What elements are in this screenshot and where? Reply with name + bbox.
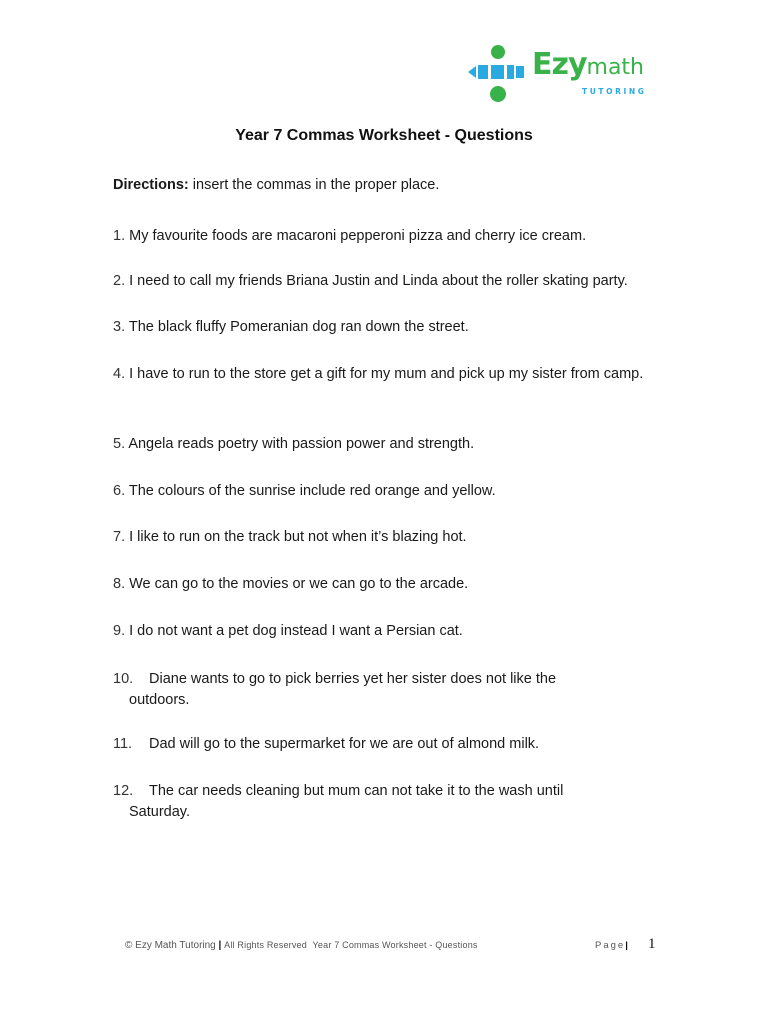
footer-page-label: Page| <box>595 940 628 951</box>
page-number: 1 <box>648 936 656 952</box>
footer-left: © Ezy Math Tutoring | All Rights Reserved Year 7 Commas Worksheet - Questions <box>125 940 478 951</box>
directions <box>113 177 439 193</box>
pencil-cross-icon <box>466 44 526 104</box>
logo-wordmark: Ezymath <box>532 47 644 82</box>
question-9: 9. I do not want a pet dog instead I want a Persian cat. <box>113 623 463 639</box>
page-title: Year 7 Commas Worksheet - Questions <box>235 127 533 144</box>
question-8: 8. We can go to the movies or we can go to the arcade. <box>113 576 469 592</box>
question-10: 10. Diane wants to go to pick berries yet her sister does not like the outdoors. <box>113 671 557 708</box>
question-7: 7. I like to run on the track but not when it’s blazing hot. <box>113 529 467 545</box>
logo-tagline: TUTORING <box>582 87 647 96</box>
question-2: 2. I need to call my friends Briana Justin and Linda about the roller skating party. <box>113 273 628 289</box>
question-12: 12. The car needs cleaning but mum can not take it to the wash until Saturday. <box>113 783 564 820</box>
question-4: 4. I have to run to the store get a gift for my mum and pick up my sister from camp. <box>113 366 644 382</box>
directions-label: Directions: <box>113 177 189 193</box>
question-5: 5. Angela reads poetry with passion power and strength. <box>113 436 475 452</box>
ezymath-logo <box>466 44 656 104</box>
question-1: 1. My favourite foods are macaroni pepperoni pizza and cherry ice cream. <box>113 228 587 244</box>
question-6: 6. The colours of the sunrise include red orange and yellow. <box>113 483 496 499</box>
question-11: 11. Dad will go to the supermarket for we are out of almond milk. <box>113 736 540 752</box>
question-3: 3. The black fluffy Pomeranian dog ran down the street. <box>113 319 469 335</box>
directions-text: insert the commas in the proper place. <box>188 177 440 193</box>
